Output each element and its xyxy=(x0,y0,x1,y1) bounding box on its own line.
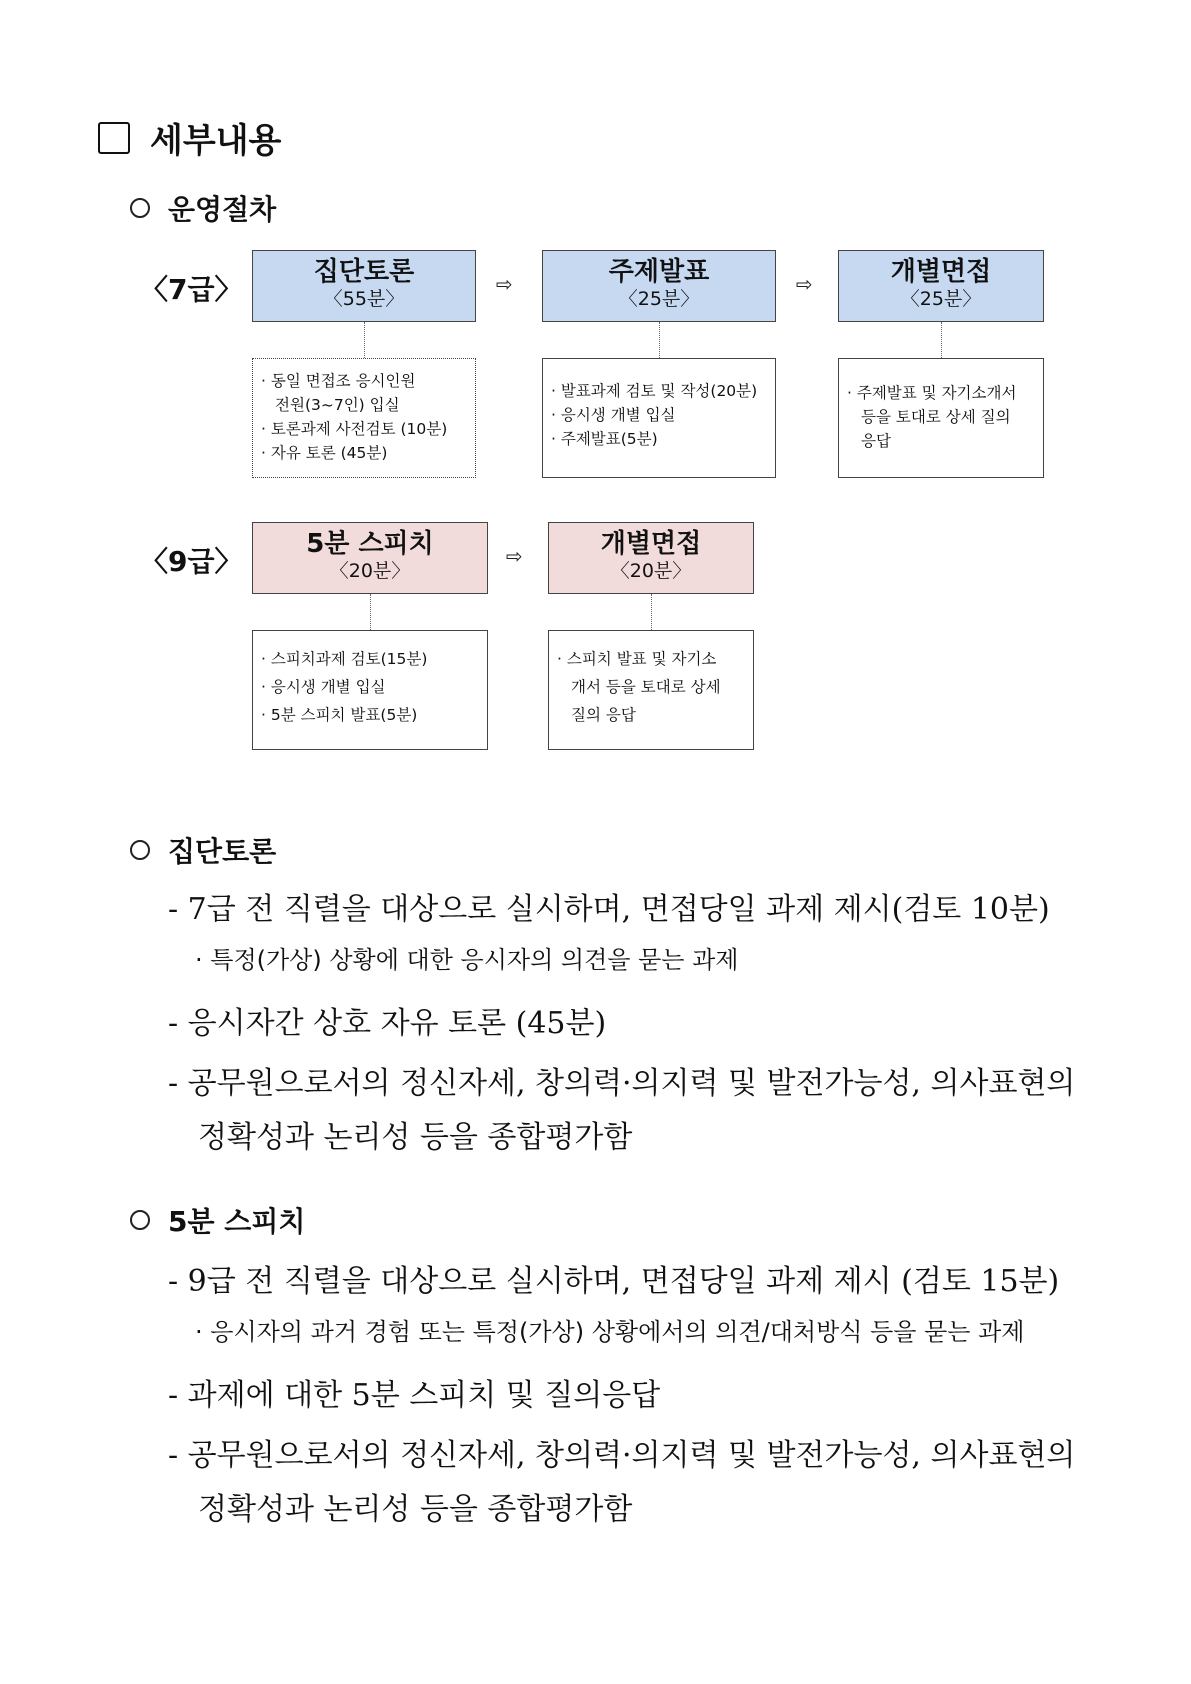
step-title: 개별면접 xyxy=(600,529,702,559)
grade9-step-5min-speech-details xyxy=(252,630,488,750)
step-title: 개별면접 xyxy=(890,257,992,287)
group-discussion-subitem: · 특정(가상) 상황에 대한 응시자의 의견을 묻는 과제 xyxy=(195,946,739,974)
detail-line: 질의 응답 xyxy=(571,706,636,724)
detail-line: 등을 토대로 상세 질의 xyxy=(861,408,1011,426)
connector-line xyxy=(370,594,371,630)
section-heading-text: 세부내용 xyxy=(150,121,282,161)
grade9-step-individual-interview-details xyxy=(548,630,754,750)
step-duration: 〈55분〉 xyxy=(323,288,405,310)
detail-line: · 스피치 발표 및 자기소 xyxy=(557,650,717,668)
procedure-heading xyxy=(130,188,276,228)
step-title: 집단토론 xyxy=(313,257,415,287)
grade7-step-individual-interview xyxy=(838,250,1044,322)
group-discussion-item: - 7급 전 직렬을 대상으로 실시하며, 면접당일 과제 제시(검토 10분) xyxy=(168,892,1050,927)
speech-item: - 9급 전 직렬을 대상으로 실시하며, 면접당일 과제 제시 (검토 15분) xyxy=(168,1264,1060,1299)
grade9-step-individual-interview xyxy=(548,522,754,594)
detail-line: · 5분 스피치 발표(5분) xyxy=(261,706,418,724)
detail-line: 개서 등을 토대로 상세 xyxy=(571,678,721,696)
group-discussion-heading-text: 집단토론 xyxy=(168,835,277,868)
step-duration: 〈25분〉 xyxy=(900,288,982,310)
grade7-step-group-discussion xyxy=(252,250,476,322)
circle-bullet-icon xyxy=(130,198,150,218)
step-title: 5분 스피치 xyxy=(306,529,434,559)
group-discussion-item-continued: 정확성과 논리성 등을 종합평가함 xyxy=(198,1120,633,1155)
detail-line: 응답 xyxy=(861,432,891,450)
connector-line xyxy=(651,594,652,630)
connector-line xyxy=(364,322,365,358)
checkbox-icon xyxy=(98,122,130,154)
detail-line: · 주제발표(5분) xyxy=(551,430,658,448)
detail-line: · 동일 면접조 응시인원 xyxy=(261,372,416,390)
detail-line: · 응시생 개별 입실 xyxy=(261,678,386,696)
grade9-step-5min-speech xyxy=(252,522,488,594)
speech-item: - 과제에 대한 5분 스피치 및 질의응답 xyxy=(168,1378,661,1413)
detail-line: · 자유 토론 (45분) xyxy=(261,444,388,462)
connector-line xyxy=(941,322,942,358)
step-duration: 〈25분〉 xyxy=(618,288,700,310)
arrow-right-icon: ⇨ xyxy=(496,272,513,296)
speech-item: - 공무원으로서의 정신자세, 창의력·의지력 및 발전가능성, 의사표현의 xyxy=(168,1438,1076,1473)
detail-line: · 발표과제 검토 및 작성(20분) xyxy=(551,382,758,400)
grade7-step-topic-presentation-details xyxy=(542,358,776,478)
speech-heading xyxy=(130,1200,305,1240)
speech-item-continued: 정확성과 논리성 등을 종합평가함 xyxy=(198,1492,633,1527)
circle-bullet-icon xyxy=(130,840,150,860)
speech-heading-text: 5분 스피치 xyxy=(168,1205,306,1238)
step-title: 주제발표 xyxy=(608,257,710,287)
detail-line: · 스피치과제 검토(15분) xyxy=(261,650,428,668)
group-discussion-item: - 공무원으로서의 정신자세, 창의력·의지력 및 발전가능성, 의사표현의 xyxy=(168,1066,1076,1101)
section-heading xyxy=(98,113,281,162)
detail-line: 전원(3~7인) 입실 xyxy=(275,396,400,414)
connector-line xyxy=(659,322,660,358)
grade9-label: 〈9급〉 xyxy=(140,545,243,578)
procedure-heading-text: 운영절차 xyxy=(168,193,277,226)
detail-line: · 주제발표 및 자기소개서 xyxy=(847,384,1017,402)
detail-line: · 토론과제 사전검토 (10분) xyxy=(261,420,448,438)
detail-line: · 응시생 개별 입실 xyxy=(551,406,676,424)
circle-bullet-icon xyxy=(130,1210,150,1230)
grade7-step-group-discussion-details xyxy=(252,358,476,478)
speech-subitem: · 응시자의 과거 경험 또는 특정(가상) 상황에서의 의견/대처방식 등을 묻는 과제 xyxy=(195,1318,1025,1346)
step-duration: 〈20분〉 xyxy=(329,560,411,582)
arrow-right-icon: ⇨ xyxy=(796,272,813,296)
grade7-step-topic-presentation xyxy=(542,250,776,322)
group-discussion-heading xyxy=(130,830,276,870)
arrow-right-icon: ⇨ xyxy=(506,544,523,568)
group-discussion-item: - 응시자간 상호 자유 토론 (45분) xyxy=(168,1006,607,1041)
step-duration: 〈20분〉 xyxy=(610,560,692,582)
grade7-step-individual-interview-details xyxy=(838,358,1044,478)
grade7-label: 〈7급〉 xyxy=(140,273,243,306)
